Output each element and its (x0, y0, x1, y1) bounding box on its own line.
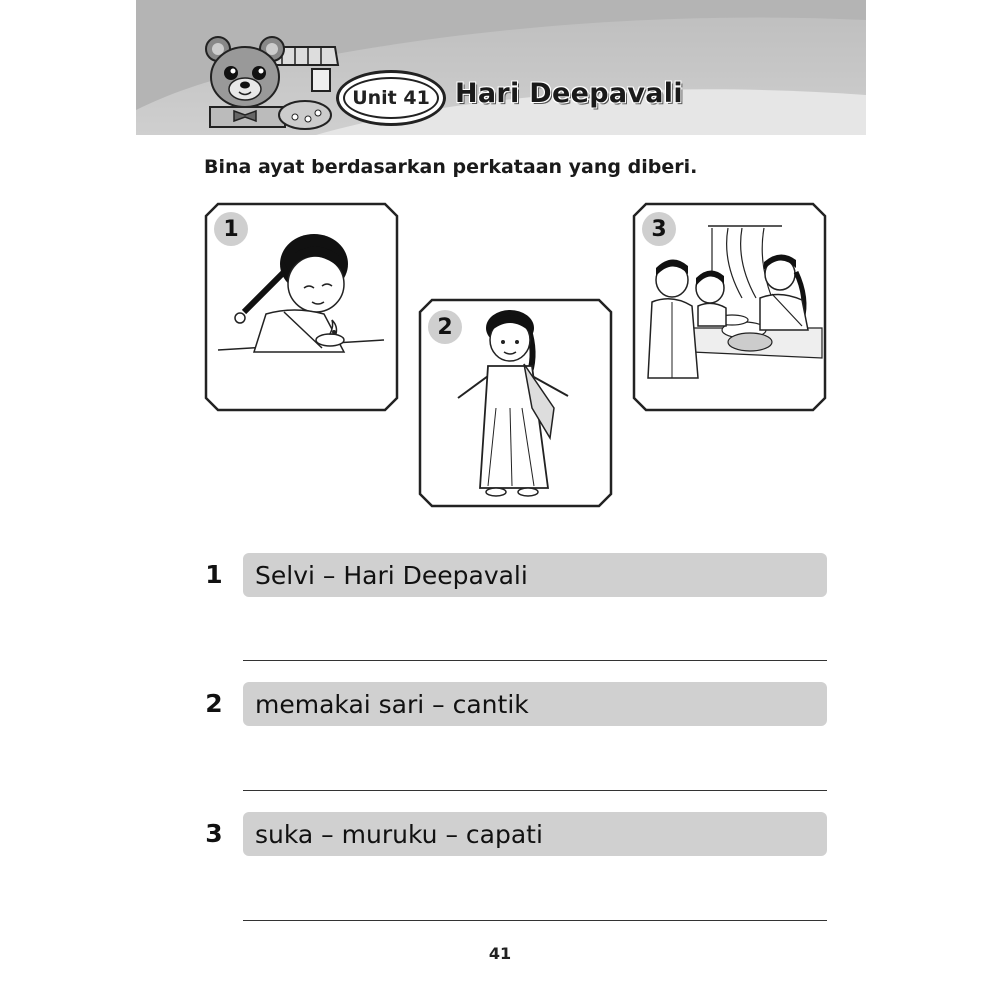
picture-1 (204, 202, 399, 412)
bear-mascot-icon (200, 35, 340, 130)
picture-number-2: 2 (428, 310, 462, 344)
picture-2 (418, 298, 613, 508)
exercise-prompt-3: suka – muruku – capati (243, 812, 827, 856)
answer-line-1[interactable] (243, 660, 827, 661)
instruction-text: Bina ayat berdasarkan perkataan yang diberi. (204, 156, 698, 178)
picture-3 (632, 202, 827, 412)
exercise-prompt-2: memakai sari – cantik (243, 682, 827, 726)
unit-label: Unit 41 (352, 87, 430, 109)
page-number: 41 (488, 944, 512, 963)
answer-line-3[interactable] (243, 920, 827, 921)
picture-number-1: 1 (214, 212, 248, 246)
exercise-number-2: 2 (205, 689, 223, 718)
exercise-number-1: 1 (205, 560, 223, 589)
unit-badge (336, 70, 446, 126)
exercise-prompt-1: Selvi – Hari Deepavali (243, 553, 827, 597)
answer-line-2[interactable] (243, 790, 827, 791)
picture-number-3: 3 (642, 212, 676, 246)
page-title: Hari Deepavali (455, 78, 683, 109)
exercise-number-3: 3 (205, 819, 223, 848)
